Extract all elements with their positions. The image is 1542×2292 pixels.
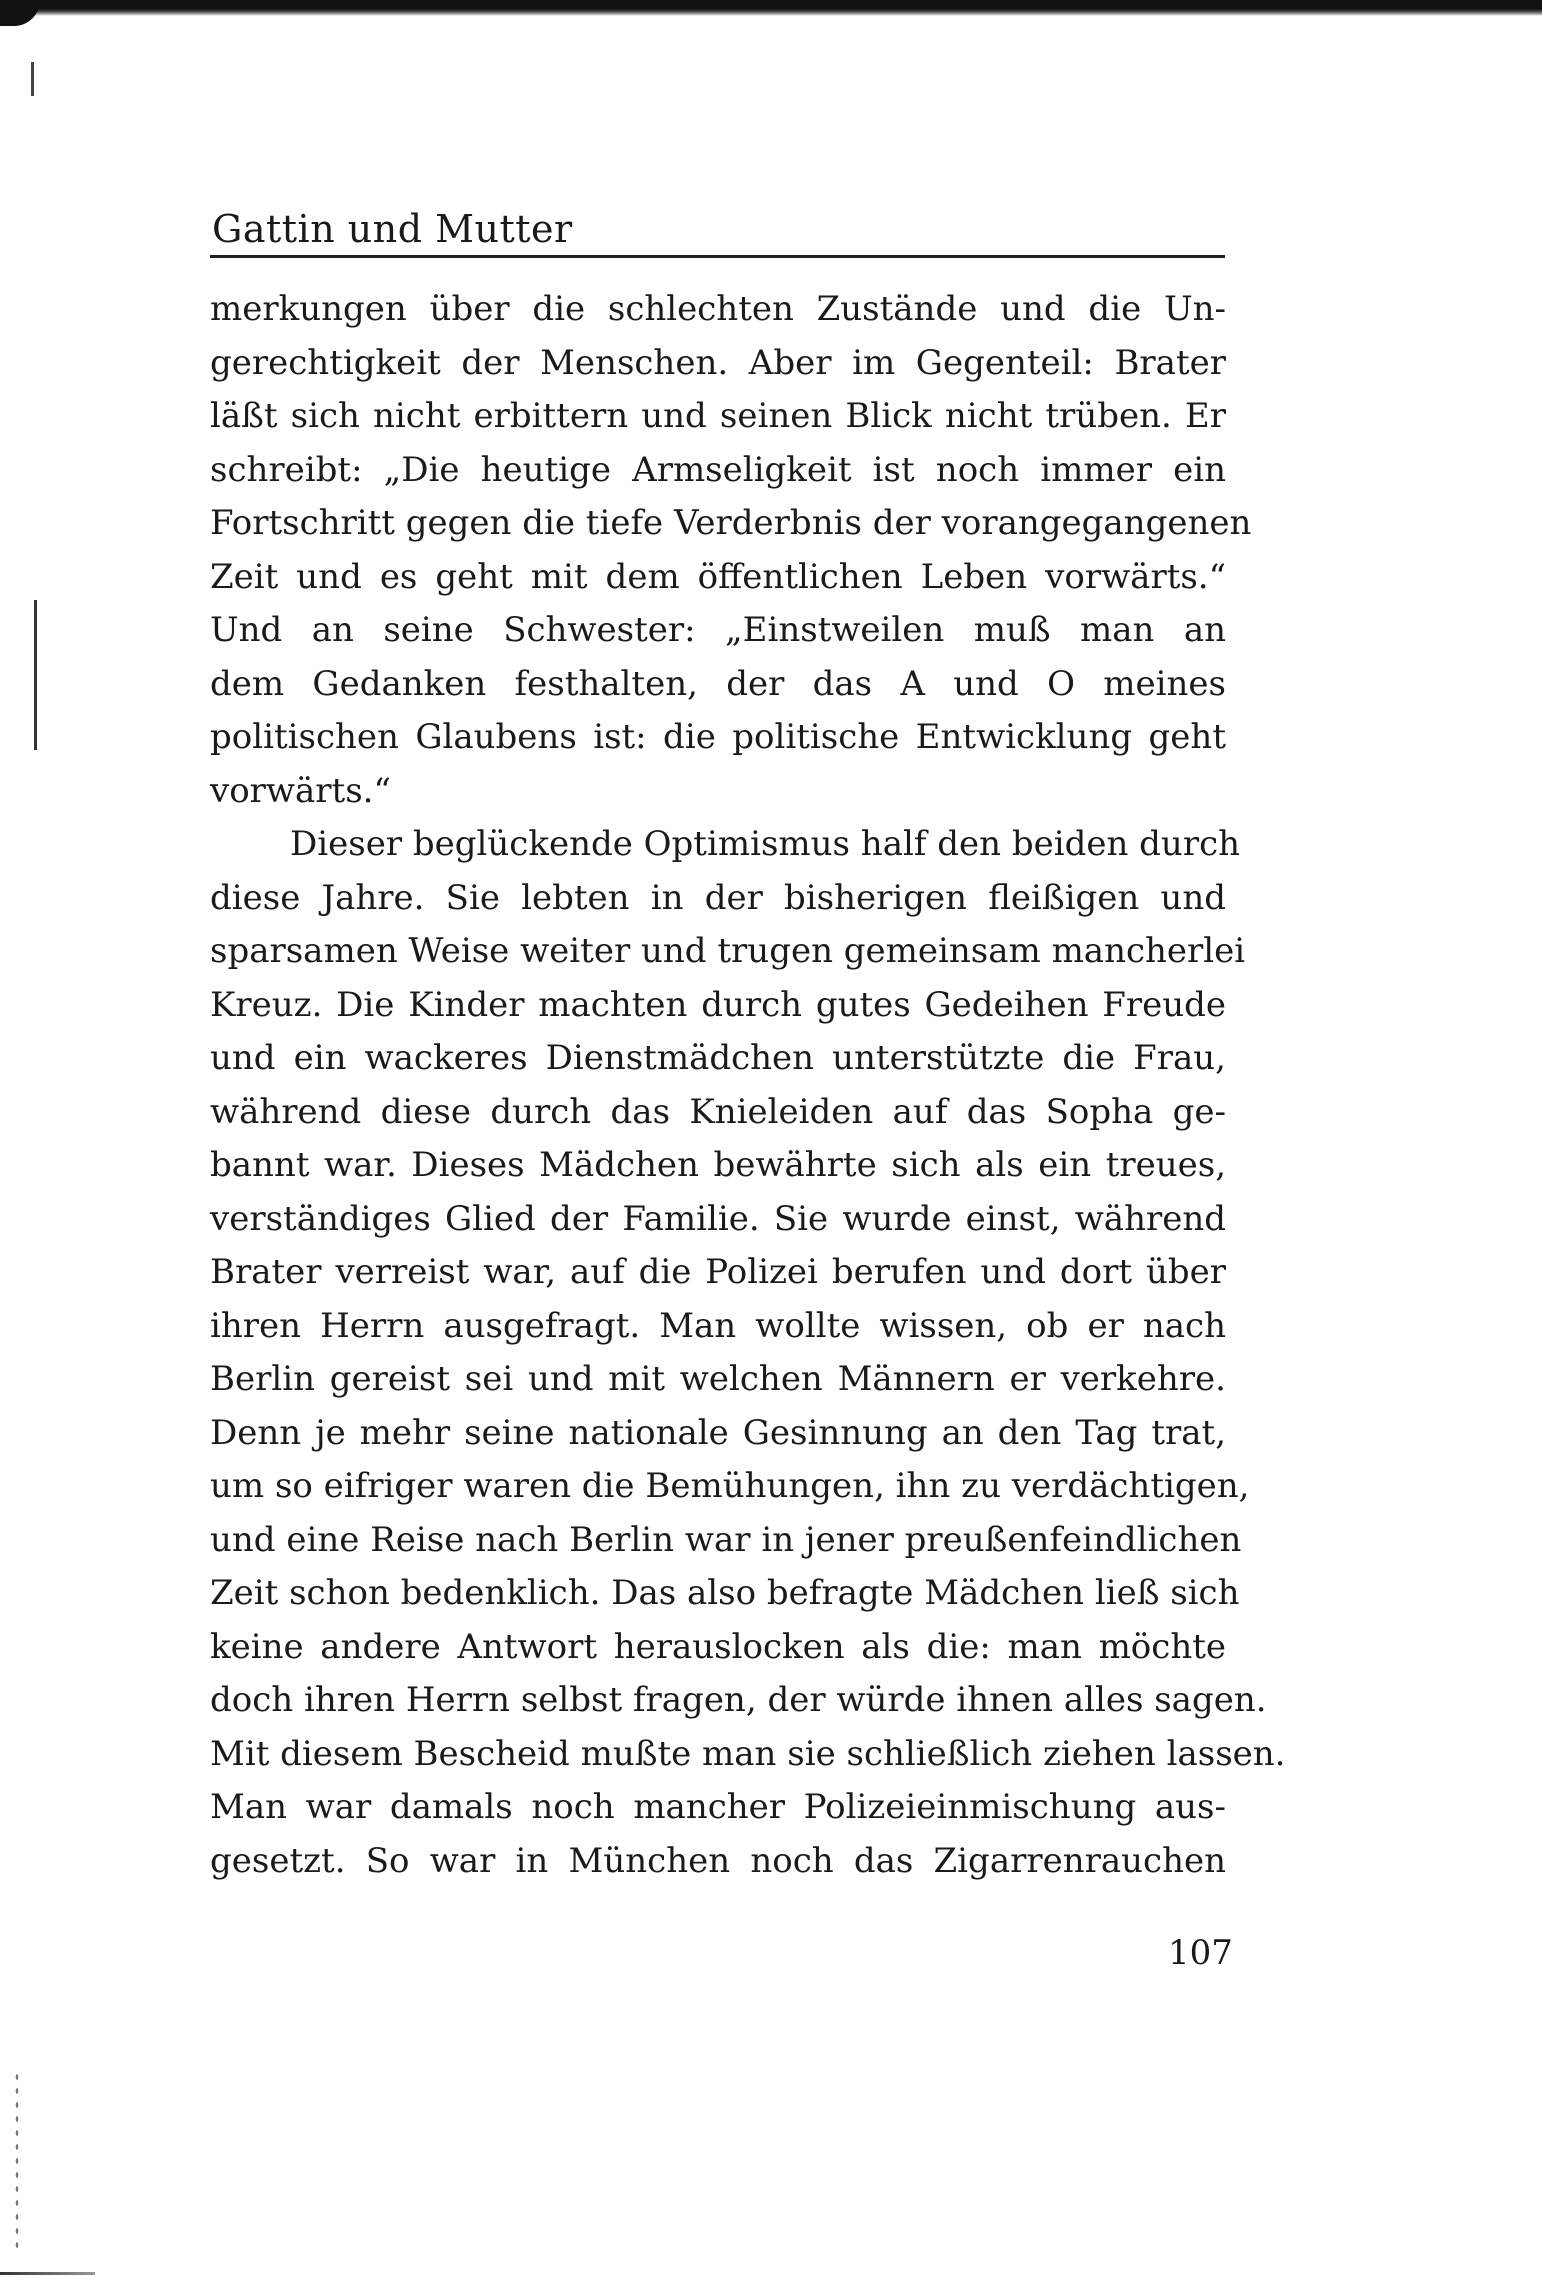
scan-bottom-mark <box>0 2272 95 2275</box>
text-line: Denn je mehr seine nationale Gesinnung an den Tag trat, <box>210 1412 1226 1453</box>
header-rule <box>210 255 1225 258</box>
text-line: Berlin gereist sei und mit welchen Männern er verkehre. <box>210 1359 1226 1399</box>
text-line: Kreuz. Die Kinder machten durch gutes Gedeihen Freude <box>210 984 1226 1025</box>
page-number: 107 <box>1168 1933 1233 1973</box>
text-line: Mit diesem Bescheid mußte man sie schließlich ziehen lassen. <box>210 1733 1286 1774</box>
text-line: Zeit schon bedenklich. Das also befragte Mädchen ließ sich <box>210 1573 1240 1613</box>
text-line: Fortschritt gegen die tiefe Verderbnis der vorangegangenen <box>210 503 1252 543</box>
text-line: und eine Reise nach Berlin war in jener preußenfeindlichen <box>210 1519 1242 1560</box>
paragraph-start-line: Dieser beglückende Optimismus half den beiden durch <box>290 824 1241 864</box>
text-line: Und an seine Schwester: „Einstweilen muß man an <box>210 610 1226 650</box>
text-line: läßt sich nicht erbittern und seinen Blick nicht trüben. Er <box>210 396 1226 436</box>
text-line: schreibt: „Die heutige Armseligkeit ist noch immer ein <box>210 449 1226 490</box>
text-line: Zeit und es geht mit dem öffentlichen Leben vorwärts.“ <box>210 556 1226 597</box>
text-line: Brater verreist war, auf die Polizei berufen und dort über <box>210 1252 1226 1292</box>
text-line: doch ihren Herrn selbst fragen, der würde ihnen alles sagen. <box>210 1680 1267 1720</box>
text-line: vorwärts.“ <box>210 770 391 811</box>
text-line: merkungen über die schlechten Zustände und die Un- <box>210 289 1226 329</box>
text-line: dem Gedanken festhalten, der das A und O meines <box>210 663 1226 704</box>
text-line: und ein wackeres Dienstmädchen unterstützte die Frau, <box>210 1038 1226 1078</box>
margin-mark <box>31 62 34 96</box>
scan-top-edge <box>0 0 1542 16</box>
margin-dots <box>14 2070 20 2250</box>
body-text <box>210 283 1286 1888</box>
text-line: um so eifriger waren die Bemühungen, ihn zu verdächtigen, <box>210 1466 1250 1506</box>
text-line: gerechtigkeit der Menschen. Aber im Gegenteil: Brater <box>210 342 1226 383</box>
margin-mark <box>34 600 37 750</box>
text-line: bannt war. Dieses Mädchen bewährte sich als ein treues, <box>210 1145 1226 1185</box>
text-line: politischen Glaubens ist: die politische Entwicklung geht <box>210 717 1226 757</box>
text-line: keine andere Antwort herauslocken als die: man möchte <box>210 1626 1226 1667</box>
text-line: sparsamen Weise weiter und trugen gemeinsam mancherlei <box>210 931 1246 971</box>
text-line: gesetzt. So war in München noch das Zigarrenrauchen <box>210 1840 1226 1881</box>
text-line: während diese durch das Knieleiden auf das Sopha ge- <box>210 1091 1226 1132</box>
text-line: verständiges Glied der Familie. Sie wurde einst, während <box>210 1198 1226 1239</box>
running-head: Gattin und Mutter <box>212 207 573 251</box>
text-line: Man war damals noch mancher Polizeieinmischung aus- <box>210 1787 1226 1827</box>
text-line: ihren Herrn ausgefragt. Man wollte wissen, ob er nach <box>210 1305 1226 1346</box>
text-line: diese Jahre. Sie lebten in der bisherigen fleißigen und <box>210 877 1226 918</box>
